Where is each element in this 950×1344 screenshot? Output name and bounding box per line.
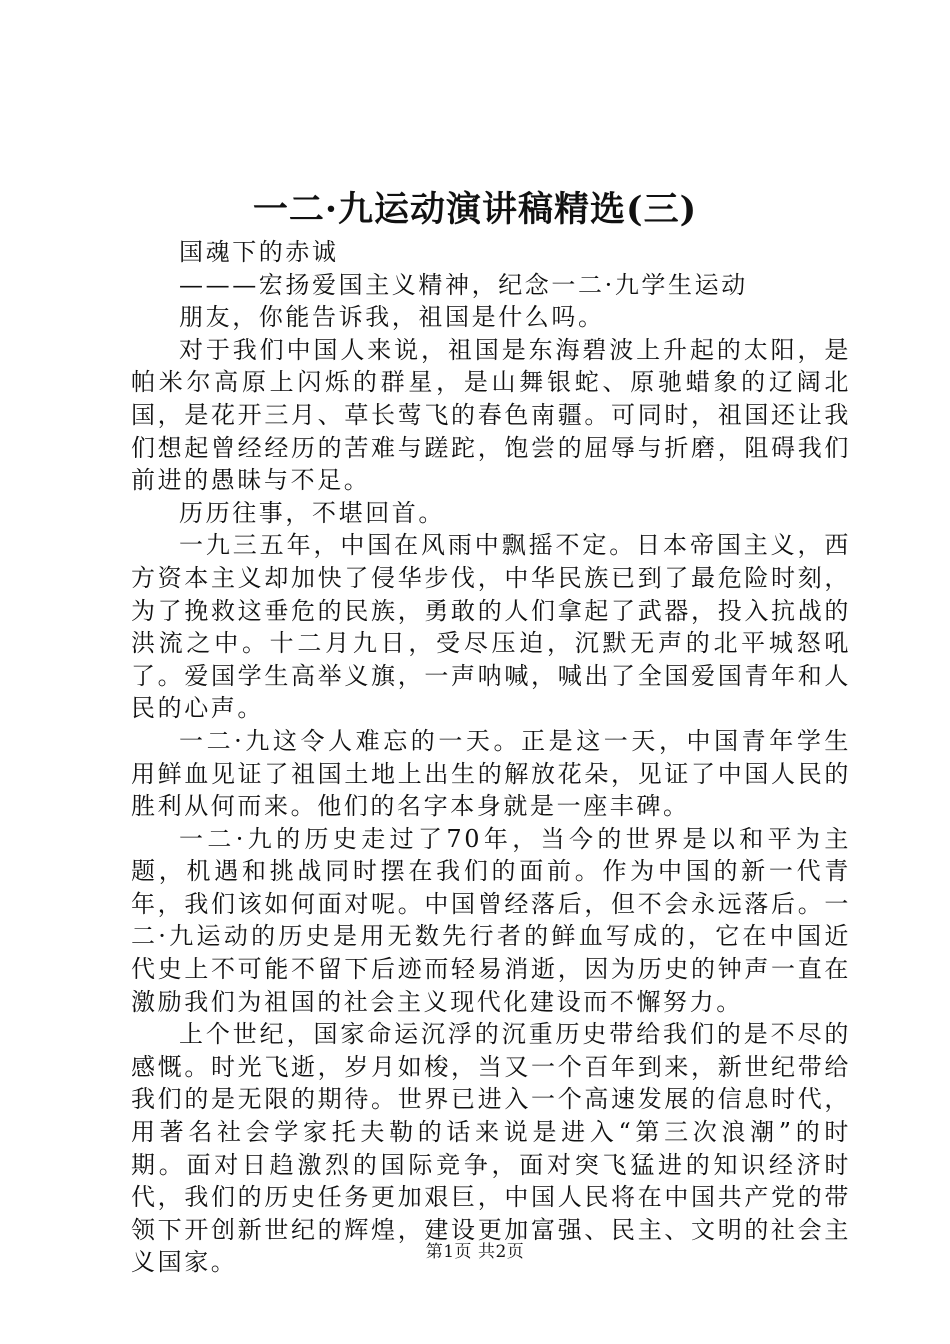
paragraph: 对于我们中国人来说，祖国是东海碧波上升起的太阳，是帕米尔高原上闪烁的群星，是山舞银蛇、原驰蜡象的辽阔北国，是花开三月、草长莺飞的春色南疆。可同时，祖国还让我们想起曾经经历的苦难与蹉跎，饱尝的屈辱与折磨，阻碍我们前进的愚昧与不足。 — [131, 335, 851, 495]
paragraph: 历历往事，不堪回首。 — [179, 498, 445, 527]
paragraph-tagline: ———宏扬爱国主义精神，纪念一二·九学生运动 — [179, 270, 748, 299]
paragraph: 上个世纪，国家命运沉浮的沉重历史带给我们的是不尽的感慨。时光飞逝，岁月如梭，当又一个百年到来，新世纪带给我们的是无限的期待。世界已进入一个高速发展的信息时代，用著名社会学家托夫勒的话来说是进入“第三次浪潮”的时期。面对日趋激烈的国际竞争，面对突飞猛进的知识经济时代，我们的历史任务更加艰巨，中国人民将在中国共产党的带领下开创新世纪的辉煌，建设更加富强、民主、文明的社会主义国家。 — [131, 1020, 851, 1277]
page-number-footer: 第1页 共2页 — [425, 1242, 525, 1262]
document-body — [131, 236, 851, 1279]
paragraph: 一二·九这令人难忘的一天。正是这一天，中国青年学生用鲜血见证了祖国土地上出生的解放花朵，见证了中国人民的胜利从何而来。他们的名字本身就是一座丰碑。 — [131, 726, 851, 821]
document-title: 一二·九运动演讲稿精选(三) — [252, 189, 698, 230]
paragraph: 朋友，你能告诉我，祖国是什么吗。 — [179, 303, 605, 332]
paragraph-subtitle: 国魂下的赤诚 — [179, 238, 339, 266]
paragraph: 一九三五年，中国在风雨中飘摇不定。日本帝国主义，西方资本主义却加快了侵华步伐，中华民族已到了最危险时刻，为了挽救这垂危的民族，勇敢的人们拿起了武器，投入抗战的洪流之中。十二月九日，受尽压迫，沉默无声的北平城怒吼了。爱国学生高举义旗，一声呐喊，喊出了全国爱国青年和人民的心声。 — [131, 531, 851, 723]
paragraph: 一二·九的历史走过了70年，当今的世界是以和平为主题，机遇和挑战同时摆在我们的面前。作为中国的新一代青年，我们该如何面对呢。中国曾经落后，但不会永远落后。一二·九运动的历史是用无数先行者的鲜血写成的，它在中国近代史上不可能不留下后迹而轻易消逝，因为历史的钟声一直在激励我们为祖国的社会主义现代化建设而不懈努力。 — [131, 824, 851, 1016]
